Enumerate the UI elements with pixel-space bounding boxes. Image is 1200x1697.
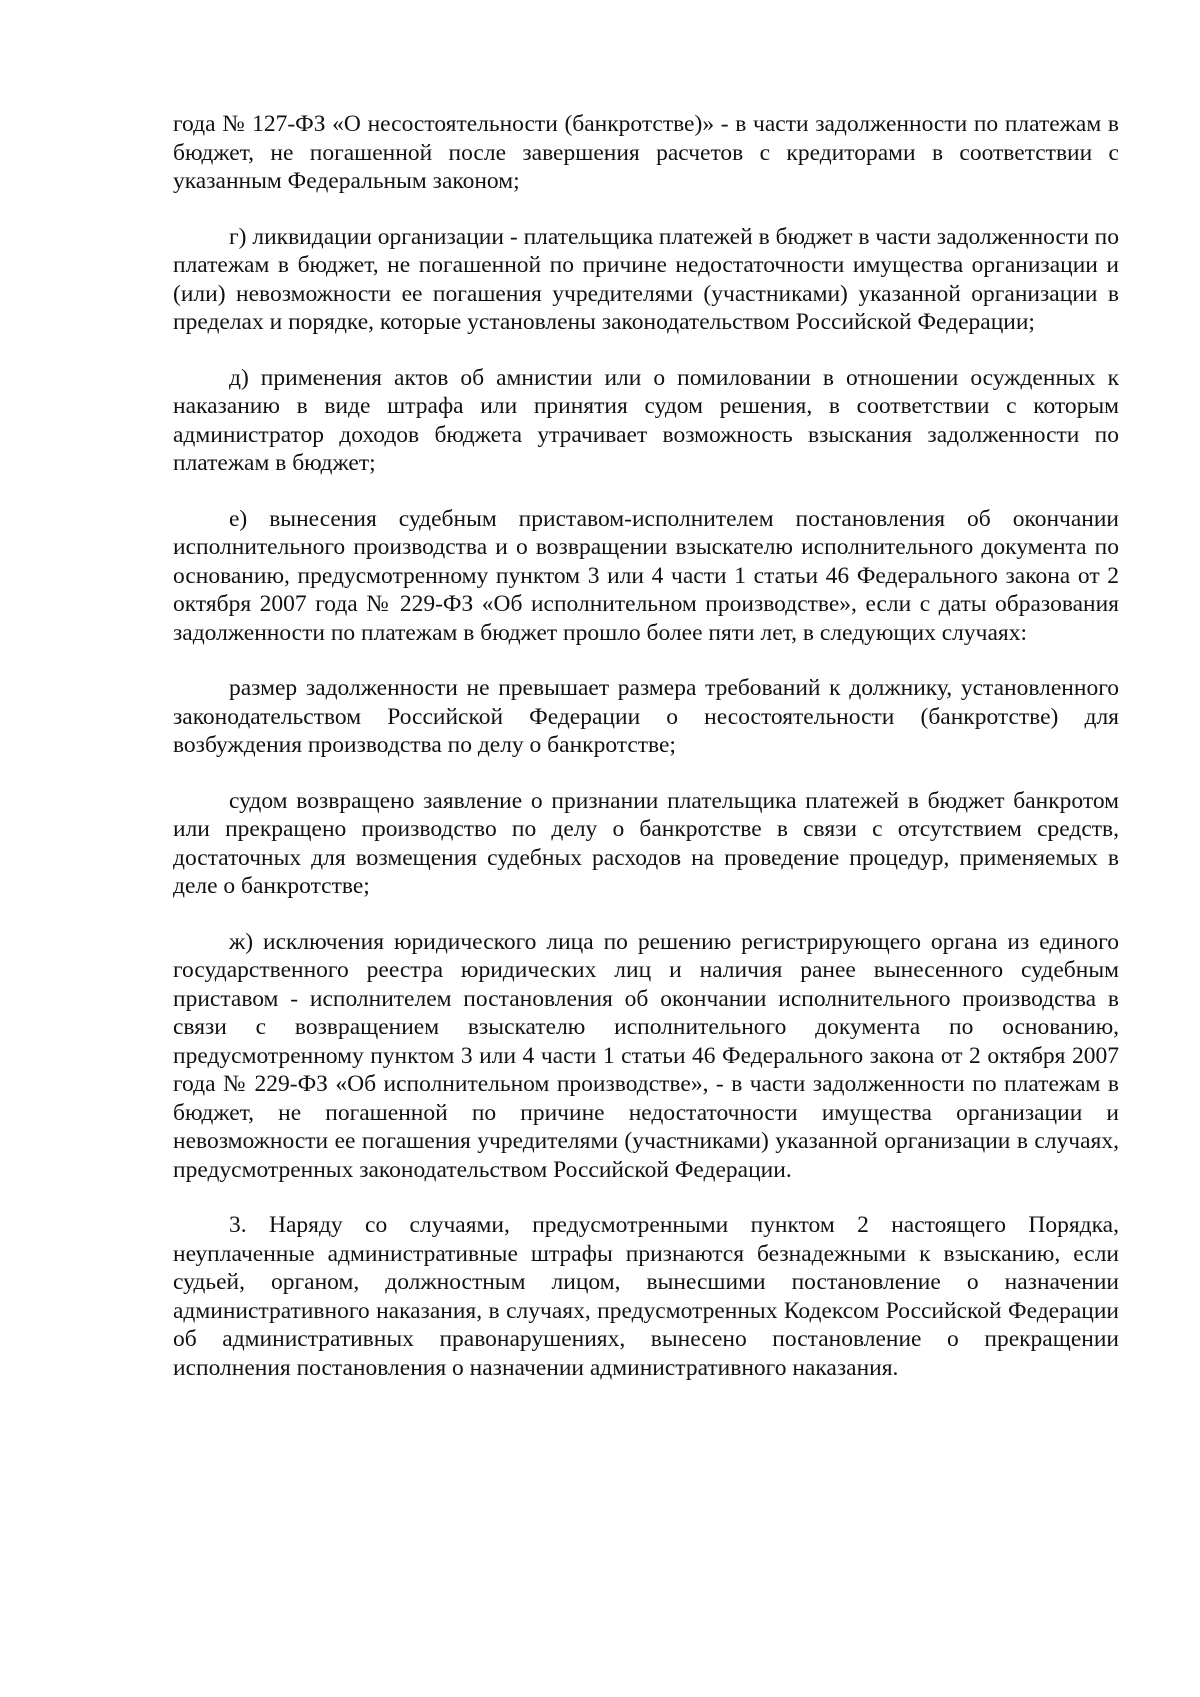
paragraph-section-3: 3. Наряду со случаями, предусмотренными пунктом 2 настоящего Порядка, неуплаченные административные штрафы признаются безнадежными к взысканию, если судьей, органом, должностным лицом, вынесшими постановление о назначении административного наказания, в случаях, предусмотренных Кодексом Российской Федерации об административных правонарушениях, вынесено постановление о прекращении исполнения постановления о назначении административного наказания. xyxy=(173,1212,1119,1381)
paragraph-item-d: д) применения актов об амнистии или о помиловании в отношении осужденных к наказанию в виде штрафа или принятия судом решения, в соответствии с которым администратор доходов бюджета утрачивает возможность взыскания задолженности по платежам в бюджет; xyxy=(173,364,1119,476)
paragraph-item-g: г) ликвидации организации - плательщика платежей в бюджет в части задолженности по платежам в бюджет, не погашенной по причине недостаточности имущества организации и (или) невозможности ее погашения учредителями (участниками) указанной организации в пределах и порядке, которые установлены законодательством Российской Федерации; xyxy=(173,223,1119,335)
paragraph-item-e: е) вынесения судебным приставом-исполнителем постановления об окончании исполнительного производства и о возвращении взыскателю исполнительного документа по основанию, предусмотренному пунктом 3 или 4 части 1 статьи 46 Федерального закона от 2 октября 2007 года № 229-ФЗ «Об исполнительном производстве», если с даты образования задолженности по платежам в бюджет прошло более пяти лет, в следующих случаях: xyxy=(173,505,1119,646)
paragraph-case-debt-size: размер задолженности не превышает размера требований к должнику, установленного законодательством Российской Федерации о несостоятельности (банкротстве) для возбуждения производства по делу о банкротстве; xyxy=(173,675,1119,758)
paragraph-case-court-return: судом возвращено заявление о признании плательщика платежей в бюджет банкротом или прекращено производство по делу о банкротстве в связи с отсутствием средств, достаточных для возмещения судебных расходов на проведение процедур, применяемых в деле о банкротстве; xyxy=(173,787,1119,899)
paragraph-item-zh: ж) исключения юридического лица по решению регистрирующего органа из единого государственного реестра юридических лиц и наличия ранее вынесенного судебным приставом - исполнителем постановления об окончании исполнительного производства в связи с возвращением взыскателю исполнительного документа по основанию, предусмотренному пунктом 3 или 4 части 1 статьи 46 Федерального закона от 2 октября 2007 года № 229-ФЗ «Об исполнительном производстве», - в части задолженности по платежам в бюджет, не погашенной по причине недостаточности имущества организации и невозможности ее погашения учредителями (участниками) указанной организации в случаях, предусмотренных законодательством Российской Федерации. xyxy=(173,928,1119,1183)
paragraph-continuation: года № 127-ФЗ «О несостоятельности (банкротстве)» - в части задолженности по платежам в бюджет, не погашенной после завершения расчетов с кредиторами в соответствии с указанным Федеральным законом; xyxy=(173,111,1119,194)
document-body xyxy=(173,110,1119,1409)
